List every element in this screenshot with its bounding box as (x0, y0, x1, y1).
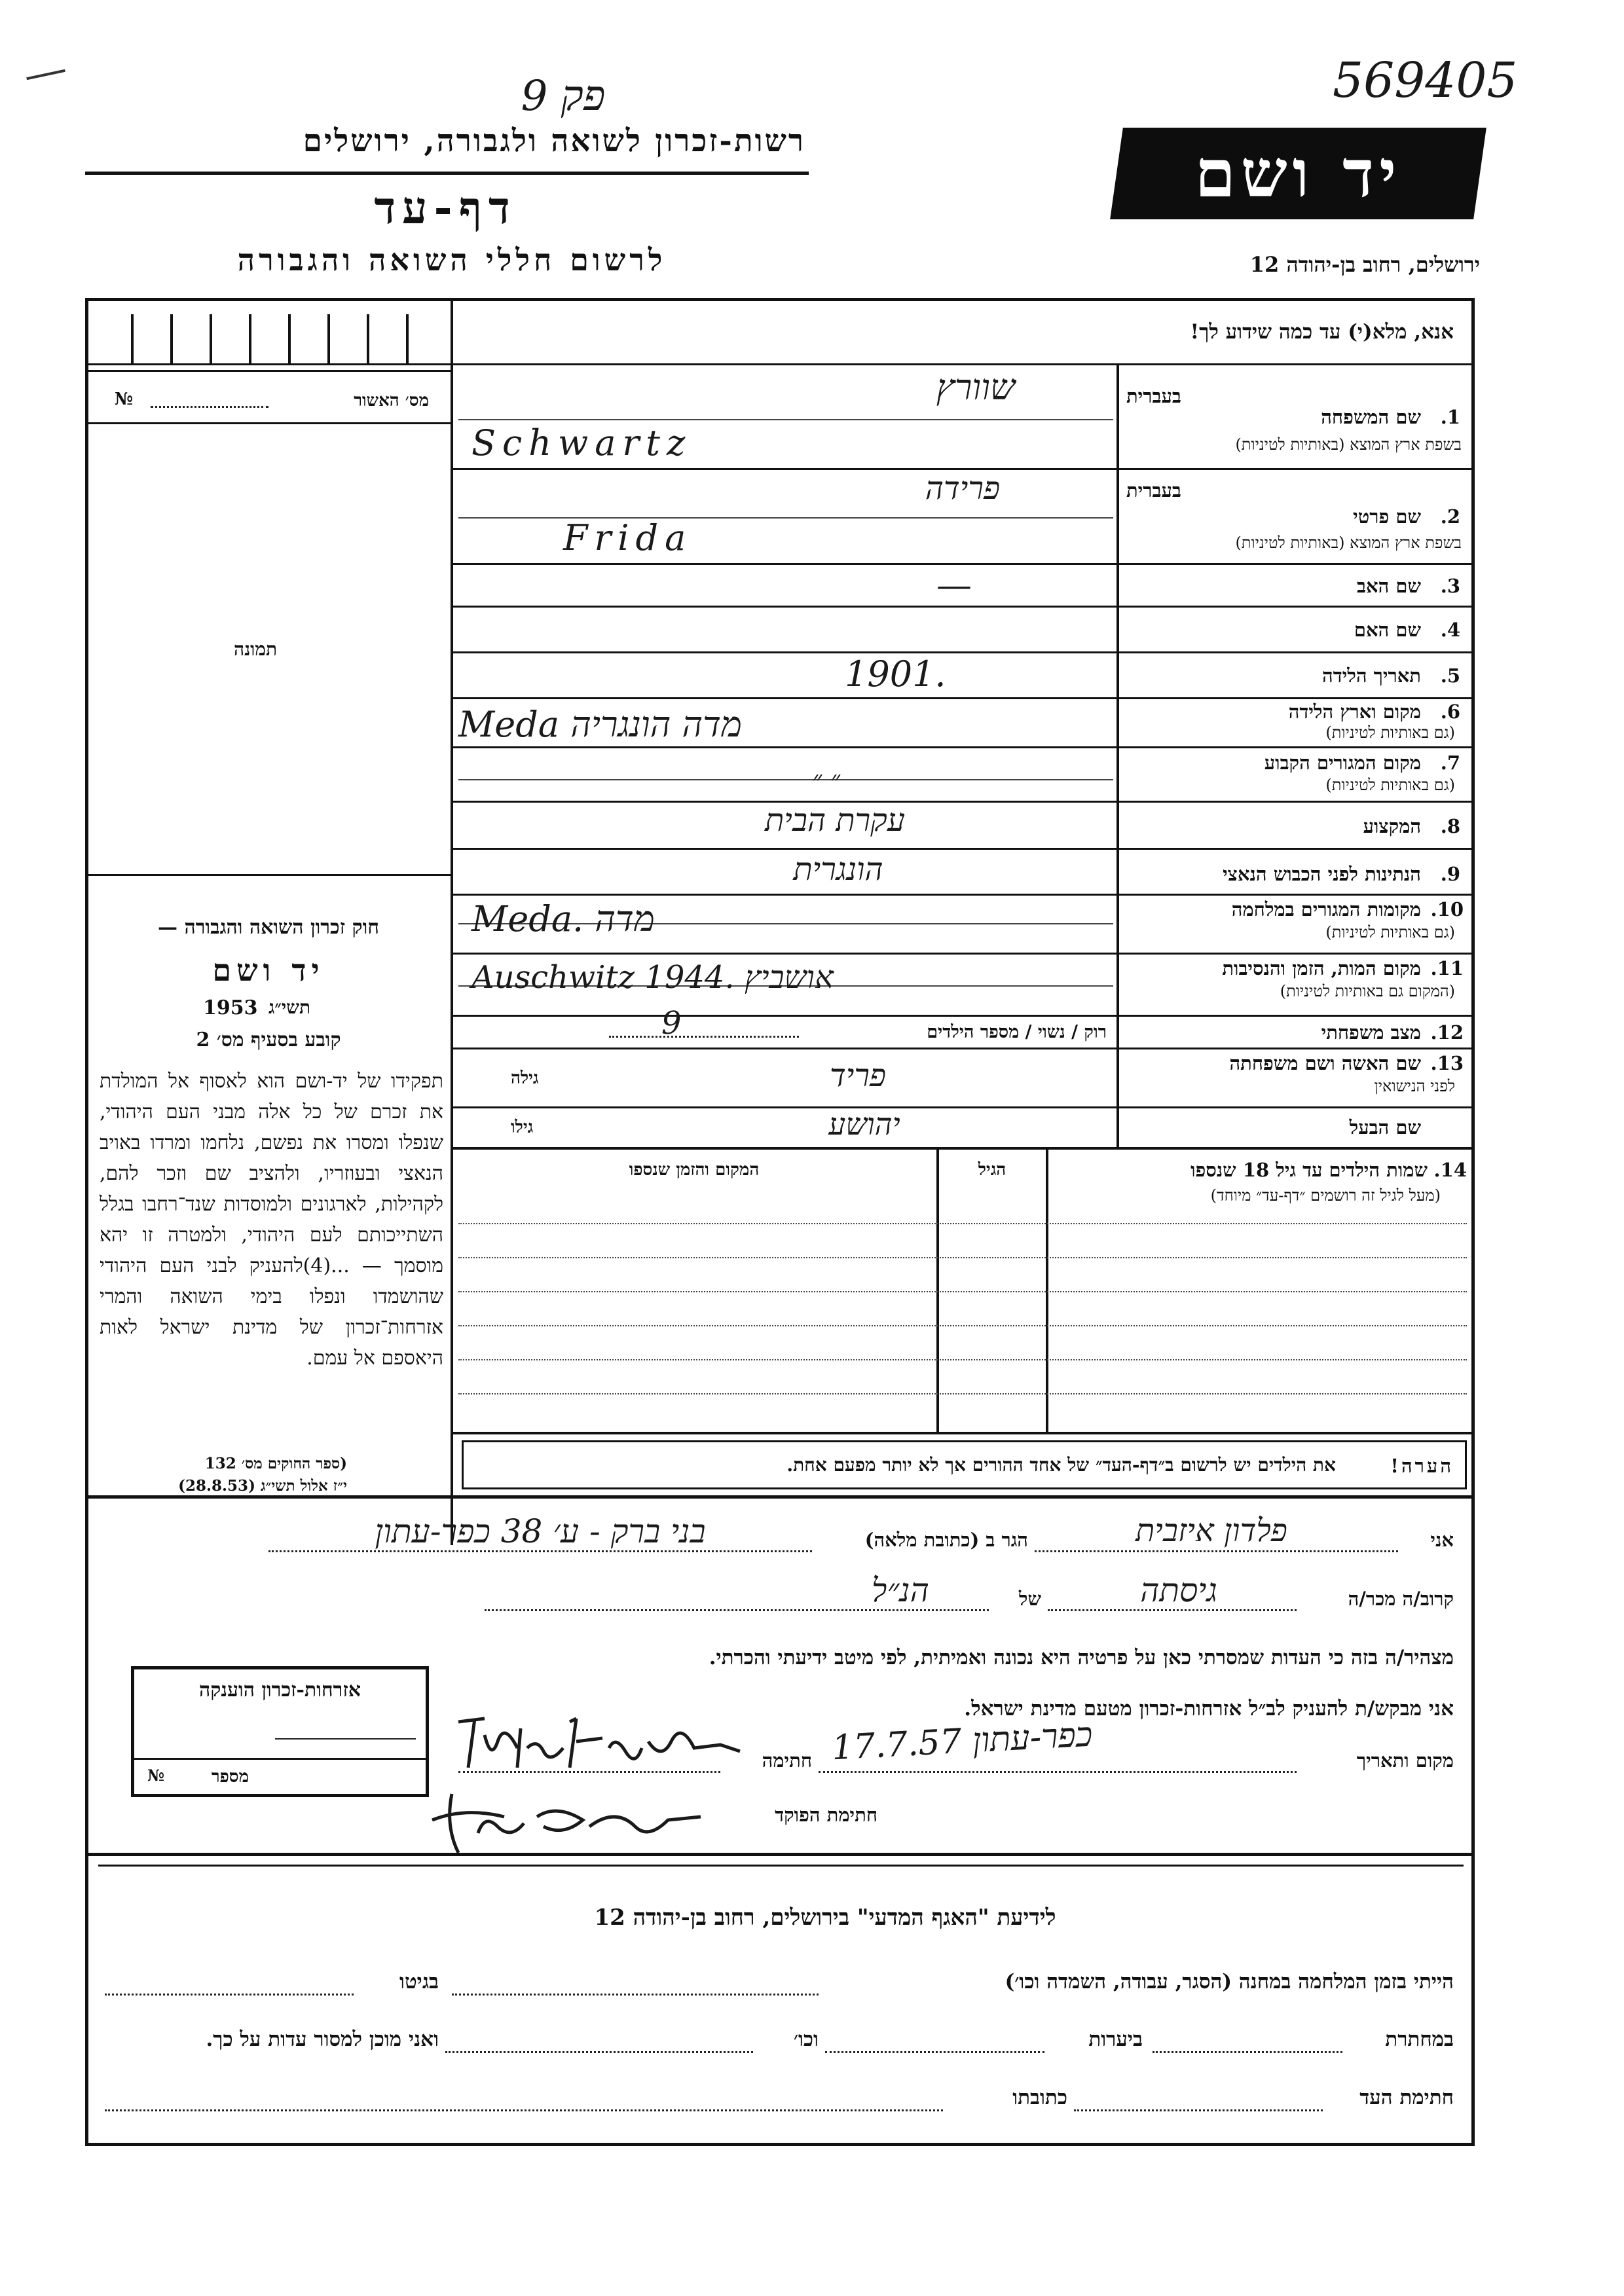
camp-dotted-line (452, 1994, 819, 1995)
page-title: דף-עד (374, 182, 517, 234)
section-separator-1 (85, 1853, 1475, 1856)
writing-line (458, 779, 1113, 780)
marital-status-options: רוק / נשוי / מספר הילדים (927, 1022, 1107, 1042)
note-text: את הילדים יש לרשום ב״דף-העד״ של אחד ההורים אך לא יותר מפעם אחת. (786, 1454, 1336, 1476)
children-place-header: המקום והזמן שנספו (629, 1160, 760, 1180)
tick-box-bottom (88, 363, 452, 365)
witness-signature-label: חתימת העד (1359, 2086, 1454, 2109)
row-line (452, 606, 1473, 608)
field-5-label: תאריך הלידה (1322, 665, 1421, 687)
writing-line (458, 517, 1113, 519)
law-year: 1953 (203, 996, 258, 1019)
law-gazette: (ספר החוקים מס׳ 132 (204, 1455, 347, 1472)
field-7-label: מקום המגורים הקבוע (1264, 752, 1421, 774)
ghetto-label: בגיטו (399, 1970, 439, 1994)
permit-dotted-line (151, 406, 268, 408)
field-12-number: 12. (1430, 1021, 1464, 1044)
law-year-he: תשי״ג (268, 996, 311, 1018)
permit-number-label: № (115, 390, 134, 409)
residing-label: הגר ב (כתובת מלאה) (864, 1529, 1028, 1551)
underground-dotted-line (1153, 2051, 1342, 2053)
field-6-sub: (גם באותיות לטיניות) (1325, 723, 1455, 742)
row-line (452, 848, 1473, 850)
field-13-sub: לפני הנישואין (1374, 1077, 1455, 1095)
document-number: 569405 (1333, 52, 1518, 109)
children-row-line (458, 1359, 1467, 1360)
declarant-name-value: פלדון איזבית (1135, 1512, 1287, 1549)
tick (170, 314, 173, 363)
law-heading: חוק זכרון השואה והגבורה — (158, 916, 379, 939)
note-label: הערה! (1390, 1455, 1454, 1477)
citizenship-number-label: מספר (211, 1767, 249, 1787)
children-col-divider-2 (936, 1147, 939, 1432)
section-separator-2 (98, 1865, 1464, 1867)
declarant-address-value: בני ברק - ע׳ 38 כפר-עתון (375, 1512, 706, 1550)
field-11-label: מקום המות, הזמן והנסיבות (1222, 957, 1421, 979)
law-name: יד ושם (212, 953, 325, 988)
row-line (452, 697, 1473, 699)
photo-label: תמונה (233, 638, 278, 660)
children-number: 14. (1433, 1159, 1467, 1181)
field-11-value: Auschwitz 1944. אושביץ (471, 959, 834, 996)
relative-value: גיסתה (1140, 1571, 1217, 1609)
tick (210, 314, 212, 363)
field-8-number: 8. (1440, 815, 1460, 837)
citizenship-dotted-line (275, 1738, 416, 1740)
ready-text: ואני מוכן למסור עדות על כך. (206, 2028, 439, 2051)
children-col-divider-1 (1046, 1147, 1048, 1432)
field-2-value-hebrew: פרידה (925, 470, 1001, 507)
permit-box-bottom (88, 422, 452, 424)
tick (327, 314, 330, 363)
witness-sig-dotted-line (1074, 2109, 1323, 2111)
left-column-divider (451, 301, 453, 1545)
declarant-i-label: אני (1430, 1529, 1454, 1551)
citizenship-no: № (147, 1766, 165, 1785)
field-12-value: 9 (661, 1005, 682, 1042)
corner-mark (26, 69, 65, 80)
row-line (452, 1015, 1473, 1017)
field-1-sub: בשפת ארץ המוצא (באותיות לטיניות) (1235, 435, 1462, 454)
children-count-line (609, 1036, 799, 1038)
of-value: הנ״ל (872, 1571, 929, 1609)
witness-signature (445, 1702, 747, 1781)
tick (406, 314, 409, 363)
field-4-label: שם האם (1354, 619, 1421, 641)
field-2-hebrew-tag: בעברית (1126, 479, 1181, 501)
signature-label: חתימה (762, 1749, 812, 1772)
etc-dotted-line (445, 2051, 753, 2053)
field-2-number: 2. (1440, 505, 1460, 528)
yad-vashem-logo (1110, 128, 1486, 219)
declarant-name-line (1035, 1550, 1398, 1552)
field-7-value: ״ ״ (812, 765, 841, 795)
row-line (452, 651, 1473, 653)
address-line: ירושלים, רחוב בן-יהודה 12 (1249, 252, 1480, 277)
declaration-statement: מצהיר/ה בזה כי העדות שמסרתי כאן על פרטיה היא נכונה ואמיתית, לפי מיטב ידיעתי והכרתי. (709, 1646, 1454, 1669)
forests-label: ביערות (1088, 2028, 1143, 2051)
citizenship-box-line (134, 1758, 426, 1760)
field-1-label: שם המשפחה (1321, 406, 1421, 428)
field-2-value-latin: Frida (563, 517, 693, 558)
field-8-label: המקצוע (1363, 815, 1421, 837)
tick (249, 314, 251, 363)
permit-label: מס׳ האשור (354, 391, 429, 410)
bottom-title: לידיעת "האגף המדעי" בירושלים, רחוב בן-יהודה 12 (594, 1904, 1056, 1931)
field-10-sub: (גם באותיות לטיניות) (1325, 923, 1455, 941)
law-clause: קובע בסעיף מס׳ 2 (196, 1029, 341, 1051)
witness-address-label: כתובתו (1012, 2086, 1067, 2109)
page-subtitle: לרשום חללי השואה והגבורה (237, 242, 667, 278)
field-7-sub: (גם באותיות לטיניות) (1325, 776, 1455, 794)
place-date-line (819, 1771, 1297, 1773)
field-11-number: 11. (1430, 957, 1464, 979)
request-divider (452, 363, 1473, 365)
bottom-border (85, 2143, 1475, 2146)
field-6-number: 6. (1440, 701, 1460, 723)
of-dotted-line (485, 1609, 989, 1611)
field-2-label: שם פרטי (1353, 505, 1421, 528)
field-13-value: פריד (829, 1057, 887, 1094)
field-1-hebrew-tag: בעברית (1126, 385, 1181, 407)
field-1-value-latin: Schwartz (471, 422, 692, 464)
field-1-value-hebrew: שוורץ (936, 367, 1016, 408)
declaration-request: אני מבקש/ת להעניק לב״ל אזרחות-זכרון מטעם מדינת ישראל. (964, 1697, 1454, 1721)
declaration-right-border (1471, 1498, 1475, 2146)
children-row-line (458, 1257, 1467, 1258)
writing-line (458, 419, 1113, 420)
wife-age-label: גילה (511, 1068, 539, 1088)
field-10-number: 10. (1430, 898, 1464, 920)
field-5-value: 1901. (845, 653, 946, 695)
husband-value: יהושע (828, 1106, 900, 1142)
field-3-label: שם האב (1356, 575, 1421, 597)
official-signature (426, 1781, 720, 1859)
authority-underline (85, 172, 809, 175)
field-10-value: Meda. מדה (471, 898, 655, 939)
field-6-label: מקום וארץ הלידה (1288, 701, 1421, 723)
tick (367, 314, 369, 363)
logo-text: יד ושם (1194, 135, 1402, 212)
photo-box-bottom (88, 874, 452, 876)
husband-label: שם הבעל (1349, 1116, 1421, 1139)
children-row-line (458, 1291, 1467, 1292)
field-2-sub: בשפת ארץ המוצא (באותיות לטיניות) (1235, 534, 1462, 552)
ghetto-dotted-line (105, 1994, 354, 1995)
field-6-value: Meda מדה הונגריה (458, 704, 743, 745)
place-date-value: כפר-עתון 17.7.57 (830, 1715, 1094, 1768)
field-3-number: 3. (1440, 575, 1460, 597)
citizenship-box-title: אזרחות-זכרון הוענקה (198, 1679, 361, 1702)
field-4-number: 4. (1440, 619, 1460, 641)
children-label: שמות הילדים עד גיל 18 שנספו (1190, 1159, 1428, 1181)
field-10-label: מקומות המגורים במלחמה (1231, 898, 1421, 920)
field-3-value: — (936, 564, 972, 606)
address-dotted-line (268, 1550, 812, 1552)
husband-age-label: גילו (511, 1118, 534, 1137)
tick (131, 314, 134, 363)
field-5-number: 5. (1440, 665, 1460, 687)
of-label: של (1018, 1588, 1041, 1610)
field-13-number: 13. (1430, 1052, 1464, 1074)
declaration-left-border (85, 1498, 88, 2146)
children-table-bottom (452, 1432, 1473, 1434)
field-9-number: 9. (1440, 863, 1460, 885)
witness-address-dotted-line (105, 2109, 943, 2111)
row-line (452, 1147, 1473, 1150)
field-13-label: שם האשה ושם משפחתה (1229, 1052, 1421, 1074)
field-8-value: עקרת הבית (764, 802, 906, 839)
children-sub: (מעל לגיל זה רושמים ״דף-עד״ מיוחד) (1210, 1186, 1441, 1205)
camp-line-label: הייתי בזמן המלחמה במחנה (הסגר, עבודה, השמדה וכו׳) (1005, 1970, 1454, 1994)
label-column-divider (1116, 365, 1119, 1148)
row-line (452, 746, 1473, 748)
law-gazette-date: י״ז אלול תשי״ג (28.8.53) (178, 1477, 347, 1495)
children-row-line (458, 1393, 1467, 1394)
field-11-sub: (המקום גם באותיות לטיניות) (1280, 982, 1455, 1000)
field-1-number: 1. (1440, 406, 1460, 428)
law-body: תפקידו של יד-ושם הוא לאסוף אל המולדת את זכרם של כל אלה מבני העם היהודי, שנפלו ומסרו את נפשם, נלחמו ומרדו באויב הנאצי ובעוזריו, ולהציב שם וזכר להם, לקהילות, לארגונים ולמוסדות שנד־רחבו בגלל השתייכותם לעם היהודי, ולמטרה זו יהא מוסמך — ...(4)להעניק לבני העם היהודי שהושמדו ונפלו בימי השואה והמרי אזרחות־זכרון של מדינת ישראל לאות היאספם אל עמם. (100, 1070, 444, 1370)
etc-label: וכו׳ (793, 2028, 819, 2051)
request-text: אנא, מלא(י) עד כמה שידוע לך! (1190, 320, 1454, 344)
field-9-value: הונגרית (793, 851, 883, 888)
place-date-label: מקום ותאריך (1356, 1749, 1454, 1772)
children-row-line (458, 1223, 1467, 1224)
field-9-label: הנתינות לפני הכבוש הנאצי (1223, 863, 1421, 885)
children-row-line (458, 1325, 1467, 1326)
field-12-label: מצב משפחתי (1321, 1021, 1421, 1044)
row-line (452, 894, 1473, 896)
underground-label: במחתרת (1385, 2028, 1454, 2051)
children-age-header: הגיל (978, 1160, 1006, 1180)
relative-label: קרוב/ה מכר/ה (1348, 1588, 1454, 1610)
authority-name: רשות-זכרון לשואה ולגבורה, ירושלים (303, 123, 805, 159)
row-line (452, 1048, 1473, 1049)
tick (288, 314, 291, 363)
forests-dotted-line (825, 2051, 1044, 2053)
field-7-number: 7. (1440, 752, 1460, 774)
relative-dotted-line (1048, 1609, 1297, 1611)
permit-box-top (88, 370, 452, 372)
handwritten-note: פק 9 (521, 72, 606, 120)
official-signature-label: חתימת הפוקד (775, 1804, 877, 1826)
row-line (452, 953, 1473, 955)
